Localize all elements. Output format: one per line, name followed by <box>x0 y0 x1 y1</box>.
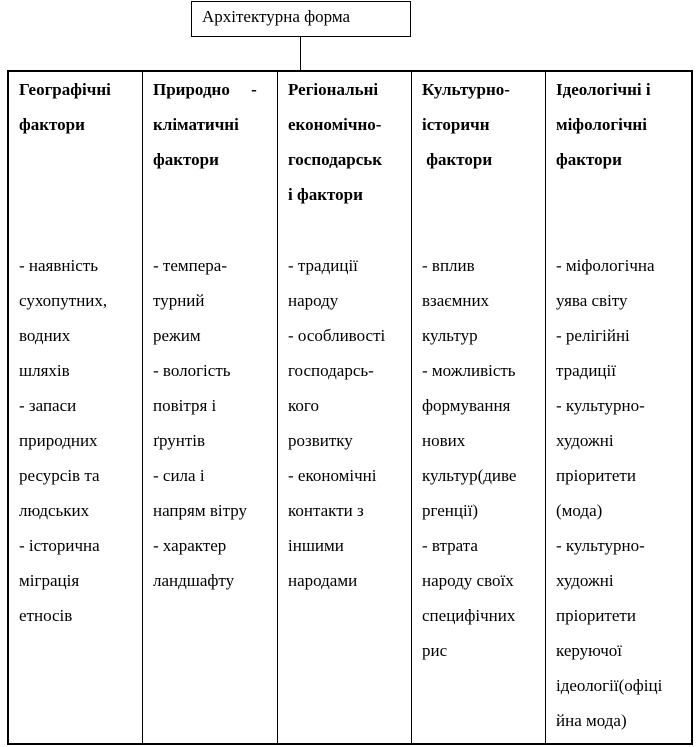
column-items <box>153 248 277 598</box>
item-line: народу <box>288 291 339 310</box>
header-line: міфологічні <box>556 115 647 134</box>
column-header <box>556 72 691 248</box>
item-line: повітря і <box>153 396 217 415</box>
item-line: природних <box>19 431 98 450</box>
column-economic <box>278 72 411 743</box>
header-line: фактори <box>422 150 493 169</box>
item-line: - наявність <box>19 256 98 275</box>
item-line: контакти з <box>288 501 364 520</box>
item-line: - особливості <box>288 326 386 345</box>
item-line: - міфологічна <box>556 256 655 275</box>
item-line: кого <box>288 396 319 415</box>
item-line: водних <box>19 326 71 345</box>
item-line: - сила і <box>153 466 205 485</box>
item-line: - темпера- <box>153 256 227 275</box>
item-line: режим <box>153 326 201 345</box>
header-line: Ідеологічні і <box>556 80 651 99</box>
item-line: ідеології(офіці <box>556 676 663 695</box>
item-line: ландшафту <box>153 571 235 590</box>
column-header <box>19 72 142 248</box>
header-line: фактори <box>556 150 622 169</box>
root-node-box <box>191 1 411 37</box>
column-climatic <box>143 72 277 743</box>
item-line: нових <box>422 431 466 450</box>
item-line: сухопутних, <box>19 291 108 310</box>
item-line: (мода) <box>556 501 603 520</box>
item-line: культур(диве <box>422 466 517 485</box>
column-items <box>556 248 691 738</box>
column-items <box>422 248 545 668</box>
item-line: народами <box>288 571 358 590</box>
header-line: фактори <box>19 115 85 134</box>
item-line: - можливість <box>422 361 516 380</box>
header-line: Природно - <box>153 80 257 99</box>
item-line: художні <box>556 431 614 450</box>
header-line: економічно- <box>288 115 382 134</box>
item-line: пріоритети <box>556 606 636 625</box>
column-ideological <box>546 72 691 743</box>
root-node-title: Архітектурна форма <box>202 7 351 26</box>
item-line: етносів <box>19 606 73 625</box>
item-line: художні <box>556 571 614 590</box>
item-line: - втрата <box>422 536 478 555</box>
item-line: ресурсів та <box>19 466 100 485</box>
item-line: - вплив <box>422 256 475 275</box>
item-line: взаємних <box>422 291 490 310</box>
header-line: історичн <box>422 115 490 134</box>
item-line: рис <box>422 641 448 660</box>
item-line: іншими <box>288 536 344 555</box>
item-line: напрям вітру <box>153 501 248 520</box>
item-line: - історична <box>19 536 100 555</box>
item-line: господарсь- <box>288 361 374 380</box>
item-line: міграція <box>19 571 80 590</box>
item-line: формування <box>422 396 511 415</box>
item-line: специфічних <box>422 606 516 625</box>
item-line: пріоритети <box>556 466 636 485</box>
header-line: Регіональні <box>288 80 379 99</box>
header-line: Географічні <box>19 80 111 99</box>
item-line: - культурно- <box>556 396 645 415</box>
item-line: народу своїх <box>422 571 514 590</box>
header-line: і фактори <box>288 185 363 204</box>
item-line: - характер <box>153 536 227 555</box>
column-items <box>19 248 142 633</box>
item-line: розвитку <box>288 431 353 450</box>
item-line: людських <box>19 501 90 520</box>
column-items <box>288 248 411 598</box>
item-line: - вологість <box>153 361 231 380</box>
item-line: культур <box>422 326 478 345</box>
item-line: - релігійні <box>556 326 630 345</box>
column-header <box>422 72 545 248</box>
item-line: керуючої <box>556 641 622 660</box>
header-line: Культурно- <box>422 80 510 99</box>
item-line: уява світу <box>556 291 628 310</box>
connector-line <box>300 37 301 71</box>
item-line: турний <box>153 291 205 310</box>
item-line: - традиції <box>288 256 358 275</box>
item-line: ґрунтів <box>153 431 206 450</box>
column-header <box>288 72 411 248</box>
item-line: ргенції) <box>422 501 479 520</box>
item-line: традиції <box>556 361 616 380</box>
column-header <box>153 72 277 248</box>
item-line: йна мода) <box>556 711 627 730</box>
item-line: - запаси <box>19 396 77 415</box>
item-line: шляхів <box>19 361 70 380</box>
header-line: господарськ <box>288 150 383 169</box>
item-line: - економічні <box>288 466 377 485</box>
header-line: фактори <box>153 150 219 169</box>
column-geographic <box>9 72 142 743</box>
column-cultural-historical <box>412 72 545 743</box>
item-line: - культурно- <box>556 536 645 555</box>
header-line: кліматичні <box>153 115 239 134</box>
